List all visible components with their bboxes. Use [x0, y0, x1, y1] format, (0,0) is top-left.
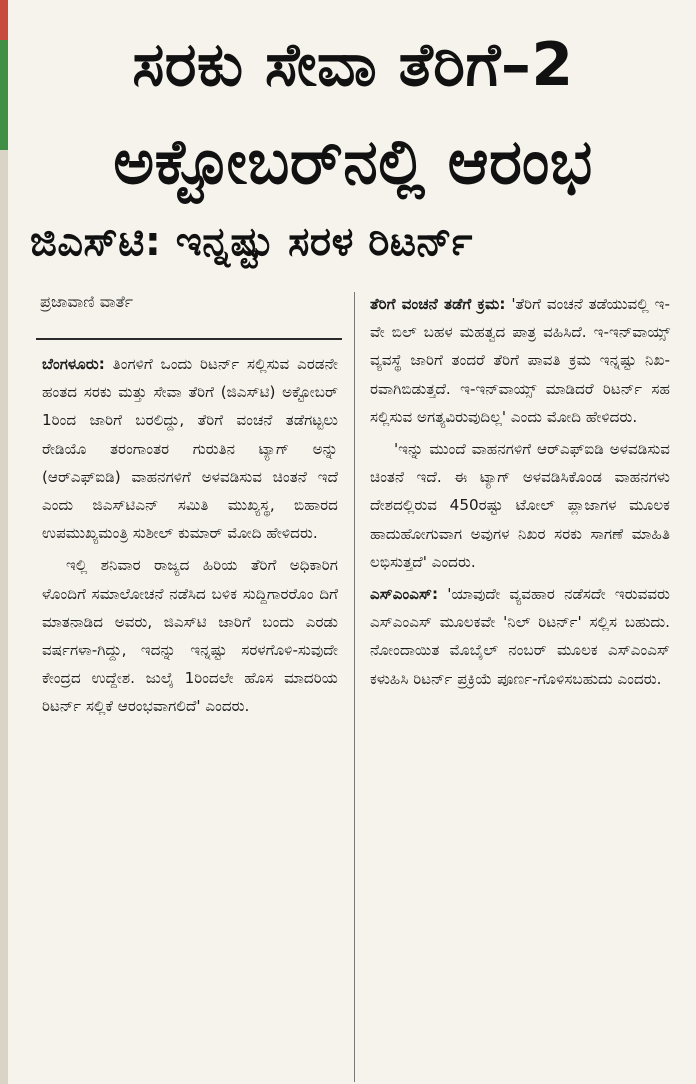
left-paragraph-2: ಇಲ್ಲಿ ಶನಿವಾರ ರಾಜ್ಯದ ಹಿರಿಯ ತೆರಿಗೆ ಅಧಿಕಾರಿಗ ಳೊಂದಿಗೆ ಸಮಾಲೋಚನೆ ನಡೆಸಿದ ಬಳಿಕ ಸುದ್ದಿಗಾರರೊಂ ದಿಗೆ ಮಾತನಾಡಿದ ಅವರು, ಜಿಎಸ್‌ಟಿ ಜಾರಿಗೆ ಬಂದು ಎರಡು ವರ್ಷಗಳಾ-ಗಿದ್ದು, ಇದನ್ನು ಇನ್ನಷ್ಟು ಸರಳಗೊಳಿ-ಸುವುದೇ ಕೇಂದ್ರದ ಉದ್ದೇಶ. ಜುಲೈ 1ರಿಂದಲೇ ಹೊಸ ಮಾದರಿಯ ರಿಟರ್ನ್ ಸಲ್ಲಿಕೆ ಆರಂಭವಾಗಲಿದೆ' ಎಂದರು. [42, 556, 338, 716]
dateline: ಬೆಂಗಳೂರು: [42, 355, 105, 373]
left-paragraph-1 [42, 350, 338, 547]
column-divider [354, 292, 355, 1082]
byline-divider [36, 338, 342, 340]
page-edge-strip [0, 0, 8, 1084]
right-paragraph-3-text: 'ಯಾವುದೇ ವ್ಯವಹಾರ ನಡೆಸದೇ ಇರುವವರು ಎಸ್‌ಎಂಎಸ್ ಮೂಲಕವೇ 'ನಿಲ್ ರಿಟರ್ನ್' ಸಲ್ಲಿಸ ಬಹುದು. ನೋಂದಾಯಿತ ಮೊಬೈಲ್ ನಂಬರ್ ಮೂಲಕ ಎಸ್‌ಎಂಎಸ್ ಕಳುಹಿಸಿ ರಿಟರ್ನ್ ಪ್ರಕ್ರಿಯೆ ಪೂರ್ಣ-ಗೊಳಿಸಬಹುದು ಎಂದರು. [370, 585, 670, 688]
headline-line-1: ಸರಕು ಸೇವಾ ತೆರಿಗೆ–2 [132, 30, 574, 100]
headline-line-2: ಅಕ್ಟೋಬರ್‌ನಲ್ಲಿ ಆರಂಭ [113, 125, 593, 198]
left-paragraph-1-text: ತಿಂಗಳಿಗೆ ಒಂದು ರಿಟರ್ನ್ ಸಲ್ಲಿಸುವ ಎರಡನೇ ಹಂತದ ಸರಕು ಮತ್ತು ಸೇವಾ ತೆರಿಗೆ (ಜಿಎಸ್‌ಟಿ) ಅಕ್ಟೋಬರ್ 1ರಿಂದ ಜಾರಿಗೆ ಬರಲಿದ್ದು, ತೆರಿಗೆ ವಂಚನೆ ತಡೆಗಟ್ಟಲು ರೇಡಿಯೊ ತರಂಗಾಂತರ ಗುರುತಿನ ಟ್ಯಾಗ್ ಅನ್ನು (ಆರ್‌ಎಫ್‌ಐಡಿ) ವಾಹನಗಳಿಗೆ ಅಳವಡಿಸುವ ಚಿಂತನೆ ಇದೆ ಎಂದು ಜಿಎಸ್‌ಟಿಎನ್ ಸಮಿತಿ ಮುಖ್ಯಸ್ಥ, ಬಿಹಾರದ ಉಪಮುಖ್ಯಮಂತ್ರಿ ಸುಶೀಲ್ ಕುಮಾರ್ ಮೋದಿ ಹೇಳಿದರು. [42, 355, 338, 543]
byline: ಪ್ರಜಾವಾಣಿ ವಾರ್ತೆ [40, 292, 134, 311]
article-right-column [370, 290, 670, 697]
subheading-sms: ಎಸ್‌ಎಂಎಸ್: [370, 585, 439, 604]
right-paragraph-1 [370, 290, 670, 431]
subheading-tax-evasion: ತೆರಿಗೆ ವಂಚನೆ ತಡೆಗೆ ಕ್ರಮ: [370, 295, 506, 313]
right-paragraph-2: 'ಇನ್ನು ಮುಂದೆ ವಾಹನಗಳಿಗೆ ಆರ್‌ಎಫ್‌ಐಡಿ ಅಳವಡಿಸುವ ಚಿಂತನೆ ಇದೆ. ಈ ಟ್ಯಾಗ್ ಅಳವಡಿಸಿಕೊಂಡ ವಾಹನಗಳು ದೇಶದಲ್ಲಿರುವ 450ರಷ್ಟು ಟೋಲ್ ಪ್ಲಾಜಾಗಳ ಮೂಲಕ ಹಾದುಹೋಗುವಾಗ ಅವುಗಳ ನಿಖರ ಸರಕು ಸಾಗಣೆ ಮಾಹಿತಿ ಲಭಿಸುತ್ತದೆ' ಎಂದರು. [370, 440, 670, 571]
article-left-column [42, 350, 338, 725]
subheadline: ಜಿಎಸ್‌ಟಿ: ಇನ್ನಷ್ಟು ಸರಳ ರಿಟರ್ನ್ [30, 219, 473, 265]
right-paragraph-3 [370, 580, 670, 693]
right-paragraph-1-text: 'ತೆರಿಗೆ ವಂಚನೆ ತಡೆಯುವಲ್ಲಿ ಇ-ವೇ ಬಿಲ್ ಬಹಳ ಮಹತ್ವದ ಪಾತ್ರ ವಹಿಸಿದೆ. ಇ-ಇನ್‌ವಾಯ್ಸ್ ವ್ಯವಸ್ಥೆ ಜಾರಿಗೆ ತಂದರೆ ತೆರಿಗೆ ಪಾವತಿ ಕ್ರಮ ಇನ್ನಷ್ಟು ನಿಖ-ರವಾಗಿಬಿಡುತ್ತದೆ. ಇ-ಇನ್‌ವಾಯ್ಸ್ ಮಾಡಿದರೆ ರಿಟರ್ನ್ ಸಹ ಸಲ್ಲಿಸುವ ಅಗತ್ಯವಿರುವುದಿಲ್ಲ' ಎಂದು ಮೋದಿ ಹೇಳಿದರು. [370, 295, 670, 426]
